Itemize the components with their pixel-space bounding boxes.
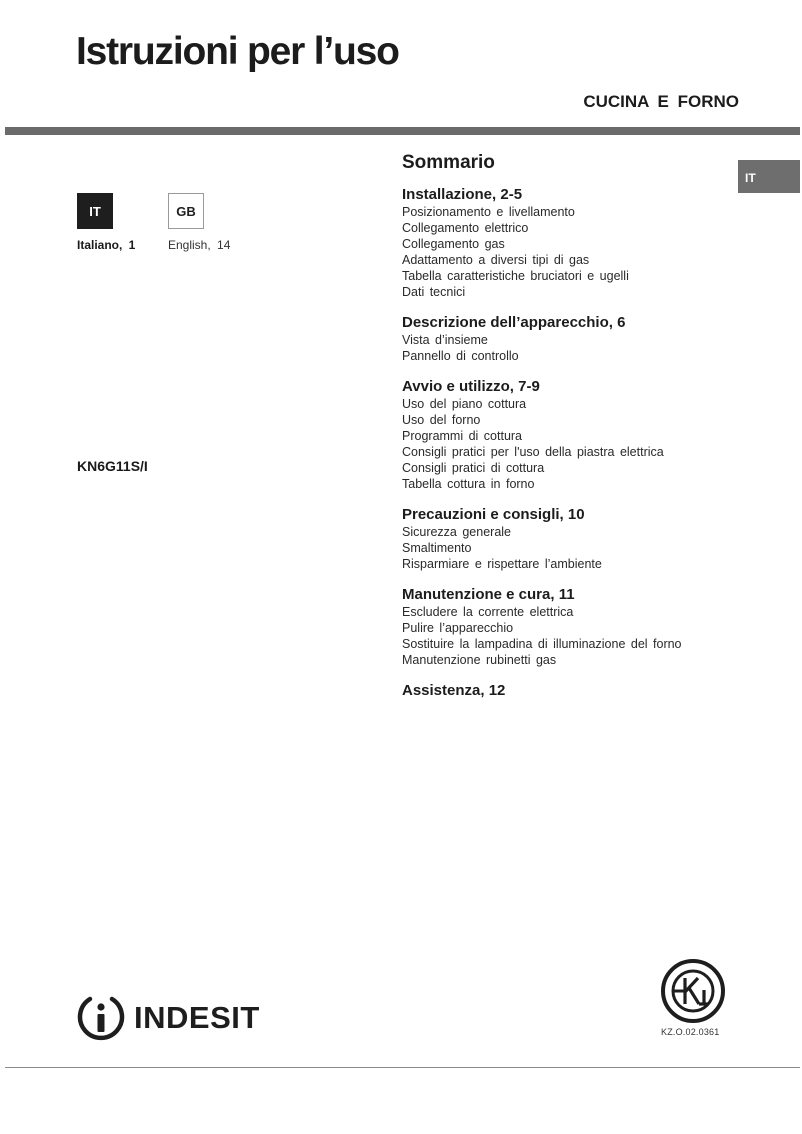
toc-item-list [402, 204, 732, 300]
toc-item[interactable]: Posizionamento e livellamento [402, 205, 575, 219]
brand-name: INDESIT [134, 1000, 260, 1035]
certification-code: KZ.O.02.0361 [661, 1027, 720, 1037]
page-title: Istruzioni per l’uso [76, 30, 399, 73]
toc-item[interactable]: Smaltimento [402, 541, 472, 555]
toc-item[interactable]: Tabella caratteristiche bruciatori e ugelli [402, 269, 629, 283]
toc-item[interactable]: Tabella cottura in forno [402, 477, 535, 491]
toc-section [402, 377, 732, 492]
toc-section-heading[interactable]: Assistenza, 12 [402, 682, 506, 699]
language-link-english[interactable]: English, 14 [168, 238, 231, 252]
kz-certification-mark-icon [660, 958, 726, 1024]
indesit-logo-icon [76, 993, 126, 1043]
toc-item[interactable]: Manutenzione rubinetti gas [402, 653, 557, 667]
toc-item[interactable]: Sostituire la lampadina di illuminazione del forno [402, 637, 682, 651]
toc-section-heading[interactable]: Avvio e utilizzo, 7-9 [402, 378, 540, 395]
header-divider [5, 127, 800, 135]
language-side-tab[interactable]: IT [738, 160, 800, 193]
toc-section [402, 585, 732, 668]
language-link-italiano[interactable]: Italiano, 1 [77, 238, 136, 252]
brand-logo [76, 993, 260, 1043]
footer-divider [5, 1067, 800, 1068]
toc-item[interactable]: Uso del forno [402, 413, 481, 427]
toc-section-heading[interactable]: Precauzioni e consigli, 10 [402, 506, 585, 523]
toc-item[interactable]: Escludere la corrente elettrica [402, 605, 574, 619]
language-button-gb[interactable]: GB [168, 193, 204, 229]
toc-title: Sommario [402, 152, 495, 173]
toc-item[interactable]: Pannello di controllo [402, 349, 519, 363]
model-number: KN6G11S/I [77, 458, 148, 474]
toc-item[interactable]: Sicurezza generale [402, 525, 512, 539]
toc-item-list [402, 604, 732, 668]
toc-item[interactable]: Pulire l’apparecchio [402, 621, 514, 635]
toc-section-heading[interactable]: Manutenzione e cura, 11 [402, 586, 575, 603]
toc-item-list [402, 332, 732, 364]
toc-section-heading[interactable]: Installazione, 2-5 [402, 186, 523, 203]
toc-item-list [402, 524, 732, 572]
toc-section [402, 681, 732, 700]
product-subtitle: CUCINA E FORNO [583, 92, 739, 111]
toc-section [402, 505, 732, 572]
toc-item[interactable]: Dati tecnici [402, 285, 466, 299]
toc-item[interactable]: Risparmiare e rispettare l’ambiente [402, 557, 602, 571]
toc-sections [402, 185, 732, 700]
toc-item[interactable]: Vista d’insieme [402, 333, 488, 347]
toc-item[interactable]: Uso del piano cottura [402, 397, 527, 411]
toc-item[interactable]: Adattamento a diversi tipi di gas [402, 253, 590, 267]
toc-section-heading[interactable]: Descrizione dell’apparecchio, 6 [402, 314, 626, 331]
toc-item[interactable]: Collegamento gas [402, 237, 505, 251]
toc-item[interactable]: Programmi di cottura [402, 429, 523, 443]
toc-item[interactable]: Consigli pratici di cottura [402, 461, 545, 475]
toc-section [402, 185, 732, 300]
toc-section [402, 313, 732, 364]
toc-item-list [402, 396, 732, 492]
toc-item[interactable]: Consigli pratici per l'uso della piastra elettrica [402, 445, 664, 459]
language-button-it[interactable]: IT [77, 193, 113, 229]
toc-item[interactable]: Collegamento elettrico [402, 221, 529, 235]
table-of-contents [402, 152, 732, 713]
